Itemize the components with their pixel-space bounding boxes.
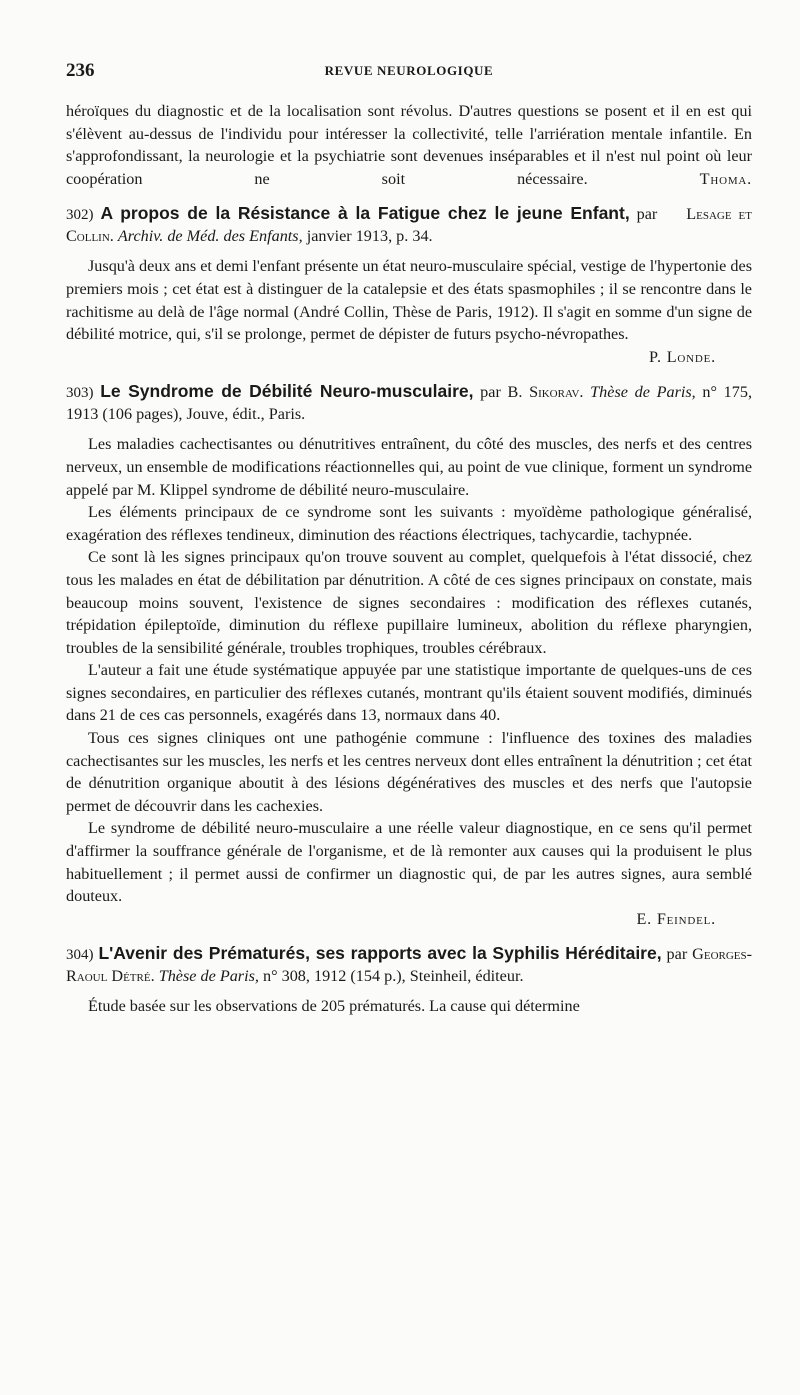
entry-number: 303): [66, 385, 94, 402]
page-header: [66, 60, 752, 90]
entry-authors: B. Sikorav.: [507, 383, 584, 402]
entry-par: par: [480, 383, 501, 402]
entry-number: 304): [66, 947, 94, 964]
entry-signature-row: [66, 908, 752, 931]
entry-number: 302): [66, 207, 94, 224]
carryover-text: héroïques du diagnostic et de la localisation sont révolus. D'autres questions se posent et il en est qui s'élèvent au-dessus de l'individu pour intéresser la collectivité, telle l'arriération mentale infantile. En s'approfondissant, la neurologie et la psychiatrie sont devenues inséparables et il n'est nul point où leur coopération ne soit nécessaire.: [66, 102, 752, 188]
entry-paragraph: Jusqu'à deux ans et demi l'enfant présente un état neuro-musculaire spécial, vestige de l'hypertonie des premiers mois ; cet état est à distinguer de la catalepsie et des états spasmophiles ; il se rencontre dans le rachitisme au delà de l'âge normal (André Collin, Thèse de Paris, 1912). Il s'agit en somme d'un signe de débilité motrice, qui, s'il se prolonge, permet de dépister de futurs psycho-névropathes.: [66, 257, 752, 344]
entry-source: Thèse de Paris,: [158, 967, 259, 986]
entry-details: n° 308, 1912 (154 p.), Steinheil, éditeur.: [263, 967, 524, 986]
entry-paragraph: Étude basée sur les observations de 205 prématurés. La cause qui détermine: [88, 997, 580, 1016]
entry-header: [66, 943, 752, 987]
entry-paragraph: L'auteur a fait une étude systématique appuyée par une statistique importante de quelques-uns de ces signes secondaires, en particulier des réflexes cutanés, montrant qu'ils étaient souvent modifiés, diminués dans 21 de ces cas personnels, exagérés dans 13, normaux dans 40.: [66, 661, 752, 725]
entry-paragraph: Le syndrome de débilité neuro-musculaire a une réelle valeur diagnostique, en ce sens qu'il permet d'affirmer la souffrance générale de l'organisme, et de là remonter aux causes qui la produisent le plus habituellement ; il permet aussi de confirmer un diagnostic qui, de par les autres signes, aura semblé douteux.: [66, 819, 752, 906]
entry-header: [66, 381, 752, 425]
entry-source: Thèse de Paris,: [590, 383, 696, 402]
page-number: 236: [66, 60, 95, 81]
running-title: REVUE NEUROLOGIQUE: [324, 63, 494, 78]
entry-title: Le Syndrome de Débilité Neuro-musculaire,: [100, 381, 474, 402]
entry-signature: P. Londe.: [649, 347, 716, 366]
entry-304: [66, 943, 752, 1018]
entry-302: [66, 203, 752, 368]
carryover-signature: Thoma.: [699, 169, 752, 188]
entry-paragraph: Les maladies cachectisantes ou dénutritives entraînent, du côté des muscles, des nerfs et des centres nerveux, un ensemble de modifications réactionnelles qui, au point de vue clinique, forment un syndrome appelé par M. Klippel syndrome de débilité neuro-musculaire.: [66, 435, 752, 499]
entry-par: par: [666, 945, 688, 964]
entry-header: [66, 203, 752, 247]
entry-authors: Lesage et Collin.: [66, 205, 752, 246]
entry-title: L'Avenir des Prématurés, ses rapports avec la Syphilis Héréditaire,: [98, 943, 662, 964]
entry-authors: Georges-Raoul Détré.: [66, 945, 753, 986]
entry-paragraph: Tous ces signes cliniques ont une pathogénie commune : l'influence des toxines des maladies cachectisantes sur les muscles, les nerfs et les centres nerveux dont elles entraînent la dénutrition ; cet état de dénutrition organique aboutit à des lésions dégénératives des muscles et des nerfs que l'autopsie permet de découvrir dans les cachexies.: [66, 729, 752, 815]
entry-details: n° 175, 1913 (106 pages), Jouve, édit., Paris.: [66, 383, 752, 424]
entry-signature: E. Feindel.: [636, 909, 716, 928]
entry-303: [66, 381, 752, 930]
entry-paragraph: Ce sont là les signes principaux qu'on trouve souvent au complet, quelquefois à l'état dissocié, chez tous les malades en état de débilitation par dénutrition. A côté de ces signes principaux on constate, mais beaucoup moins souvent, l'existence de signes secondaires : modification des réflexes cutanés, trépidation épileptoïde, diminution du réflexe pupillaire lumineux, abolition du réflexe pharyngien, troubles de la sensibilité générale, troubles trophiques, troubles cérébraux.: [66, 548, 752, 657]
entry-title: A propos de la Résistance à la Fatigue chez le jeune Enfant,: [100, 203, 630, 224]
entry-details: janvier 1913, p. 34.: [306, 227, 433, 246]
entry-paragraph: Les éléments principaux de ce syndrome sont les suivants : myoïdème pathologique généralisé, exagération des réflexes tendineux, diminution des réactions électriques, tachycardie, tachypnée.: [66, 503, 752, 544]
page-content: [66, 100, 752, 1018]
entry-source: Archiv. de Méd. des Enfants,: [117, 227, 303, 246]
entry-par: par: [636, 205, 658, 224]
carryover-paragraph: [66, 100, 752, 190]
entry-signature-row: [66, 346, 752, 369]
